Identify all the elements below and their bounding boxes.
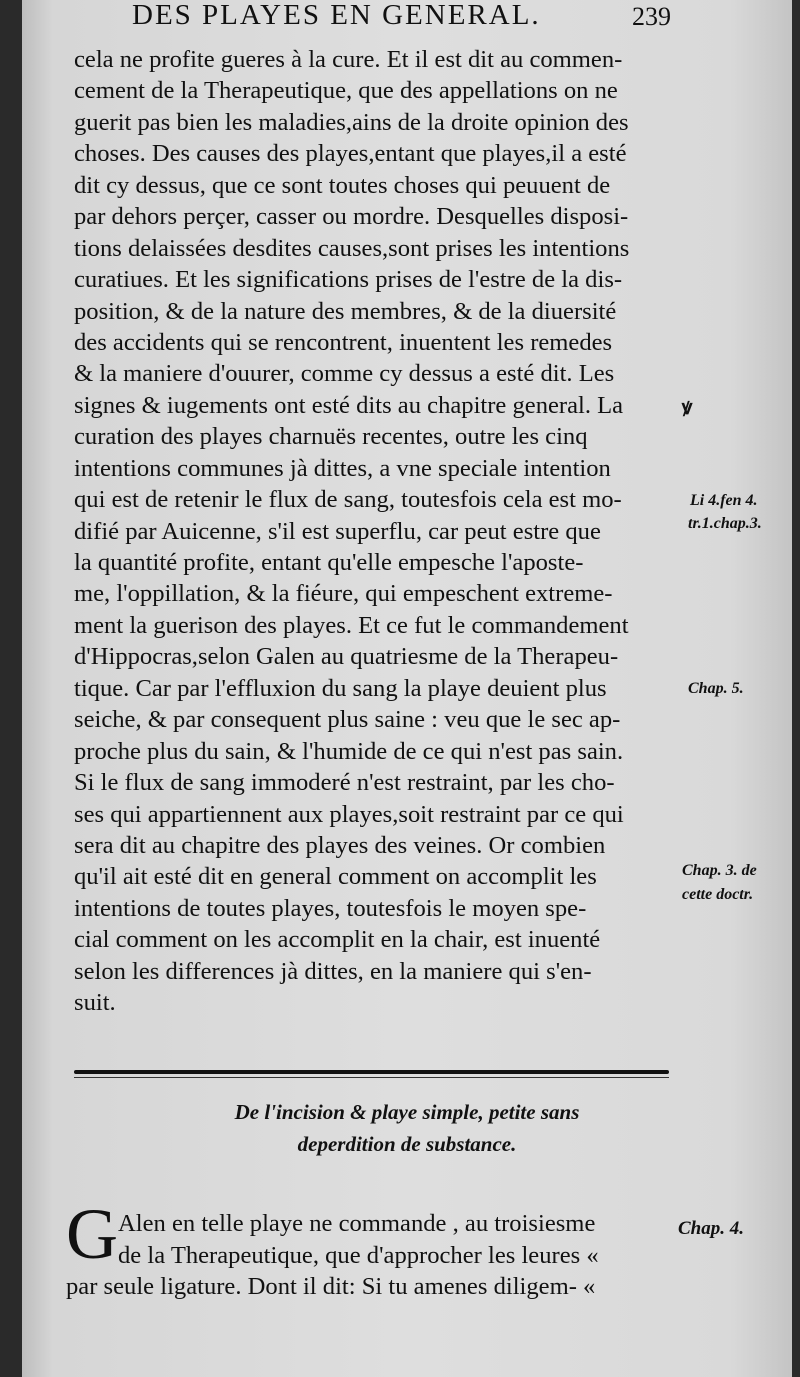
section-line: par seule ligature. Dont il dit: Si tu amenes diligem- « bbox=[66, 1273, 596, 1301]
body-line: & la maniere d'ouurer, comme cy dessus a esté dit. Les bbox=[74, 360, 615, 388]
margin-note-li4: Li 4.fen 4. bbox=[690, 492, 758, 509]
body-line: qu'il ait esté dit en general comment on accomplit les bbox=[74, 863, 597, 891]
body-line: intentions communes jà dittes, a vne speciale intention bbox=[74, 454, 611, 482]
body-line: par dehors perçer, casser ou mordre. Desquelles disposi- bbox=[74, 203, 629, 231]
section-divider bbox=[74, 1070, 669, 1074]
body-line: qui est de retenir le flux de sang, toutesfois cela est mo- bbox=[74, 486, 622, 514]
page-number: 239 bbox=[632, 2, 671, 31]
body-line: suit. bbox=[74, 989, 116, 1017]
body-line: des accidents qui se rencontrent, inuentent les remedes bbox=[74, 328, 613, 356]
margin-note-chap3: Chap. 3. de bbox=[682, 862, 757, 879]
margin-note-tr1: tr.1.chap.3. bbox=[688, 515, 762, 532]
running-title: DES PLAYES EN GENERAL. bbox=[132, 0, 541, 31]
section-title-line1: De l'incision & playe simple, petite sans bbox=[234, 1100, 580, 1124]
body-line: ses qui appartiennent aux playes,soit restraint par ce qui bbox=[74, 800, 624, 828]
body-line: cement de la Therapeutique, que des appellations on ne bbox=[74, 77, 618, 105]
margin-note-doctrine: cette doctr. bbox=[682, 886, 754, 903]
body-line: cial comment on les accomplit en la chair, est inuenté bbox=[74, 926, 601, 954]
body-line: proche plus du sain, & l'humide de ce qui n'est pas sain. bbox=[74, 737, 624, 765]
body-line: curatiues. Et les significations prises de l'estre de la dis- bbox=[74, 266, 623, 294]
section-line: de la Therapeutique, que d'approcher les leures « bbox=[118, 1241, 599, 1269]
body-line: sera dit au chapitre des playes des veines. Or combien bbox=[74, 831, 606, 859]
body-line: tique. Car par l'effluxion du sang la playe deuient plus bbox=[74, 674, 607, 702]
margin-note-chap4: Chap. 4. bbox=[678, 1218, 744, 1239]
drop-cap: G bbox=[66, 1194, 118, 1274]
body-line: Si le flux de sang immoderé n'est restraint, par les cho- bbox=[74, 769, 615, 797]
body-line: choses. Des causes des playes,entant que playes,il a esté bbox=[74, 140, 627, 168]
section-line: Alen en telle playe ne commande , au troisiesme bbox=[118, 1210, 596, 1237]
body-line: intentions de toutes playes, toutesfois le moyen spe- bbox=[74, 894, 587, 922]
margin-note-chap5: Chap. 5. bbox=[688, 680, 744, 697]
body-line: seiche, & par consequent plus saine : veu que le sec ap- bbox=[74, 706, 621, 734]
body-line: la quantité profite, entant qu'elle empesche l'aposte- bbox=[74, 549, 584, 576]
body-line: selon les differences jà dittes, en la maniere qui s'en- bbox=[74, 957, 592, 985]
body-line: difié par Auicenne, s'il est superflu, car peut estre que bbox=[74, 517, 601, 545]
body-line: curation des playes charnuës recentes, outre les cinq bbox=[74, 423, 588, 451]
body-text bbox=[74, 44, 684, 1019]
book-page bbox=[22, 0, 792, 1377]
body-line: dit cy dessus, que ce sont toutes choses qui peuuent de bbox=[74, 171, 611, 199]
section-title-line2: deperdition de substance. bbox=[297, 1132, 517, 1156]
body-line: position, & de la nature des membres, & de la diuersité bbox=[74, 297, 617, 325]
body-line: guerit pas bien les maladies,ains de la droite opinion des bbox=[74, 108, 629, 136]
body-line: me, l'oppillation, & la fiéure, qui empeschent extreme- bbox=[74, 580, 613, 608]
section-text bbox=[66, 1208, 708, 1303]
body-line: d'Hippocras,selon Galen au quatriesme de la Therapeu- bbox=[74, 643, 619, 671]
body-line: signes & iugements ont esté dits au chapitre general. La bbox=[74, 391, 624, 419]
body-line: cela ne profite gueres à la cure. Et il est dit au commen- bbox=[74, 46, 623, 73]
margin-ornament-icon: ꝟ bbox=[682, 395, 693, 419]
body-line: tions delaissées desdites causes,sont prises les intentions bbox=[74, 234, 630, 262]
body-line: ment la guerison des playes. Et ce fut le commandement bbox=[74, 611, 629, 639]
running-header bbox=[132, 0, 692, 34]
